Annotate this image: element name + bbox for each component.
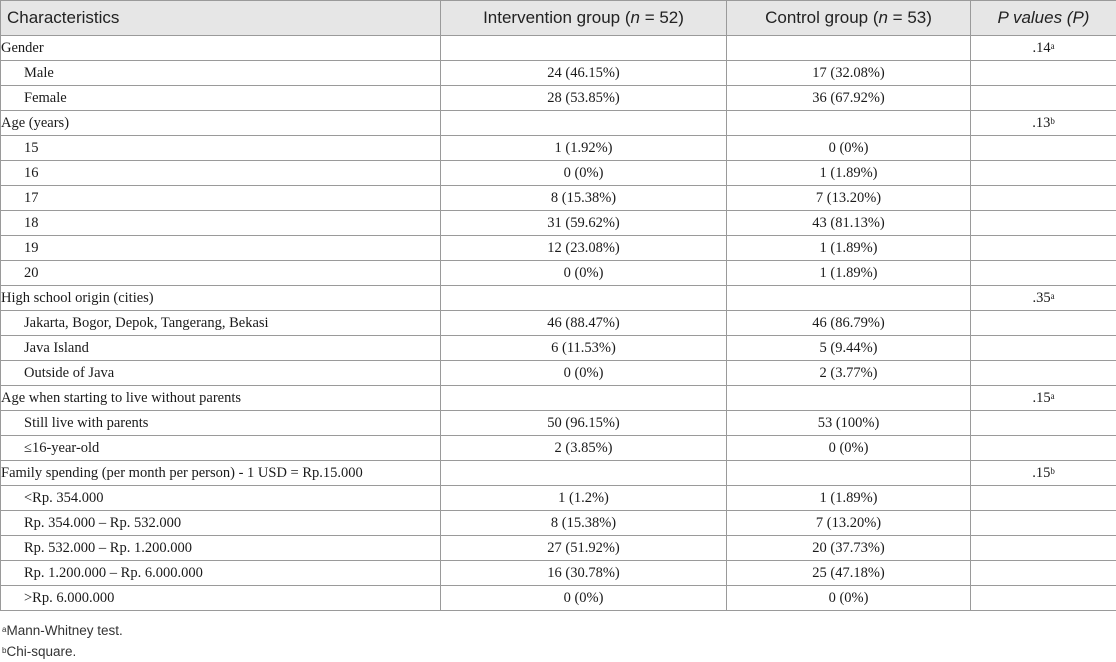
control-value: 0 (0%) <box>727 586 971 611</box>
p-value-cell <box>971 336 1116 361</box>
row-label: 18 <box>1 211 441 236</box>
p-value-footnote-mark: b <box>1050 466 1055 476</box>
intervention-value: 31 (59.62%) <box>441 211 727 236</box>
table-row <box>1 511 1116 536</box>
control-value <box>727 386 971 411</box>
header-intervention-prefix: Intervention group ( <box>483 8 630 27</box>
p-value: .14 <box>1032 40 1050 56</box>
table-row <box>1 161 1116 186</box>
control-value: 36 (67.92%) <box>727 86 971 111</box>
header-control-group <box>727 1 971 36</box>
control-value: 17 (32.08%) <box>727 61 971 86</box>
control-value: 0 (0%) <box>727 436 971 461</box>
intervention-value <box>441 386 727 411</box>
row-label: Rp. 354.000 – Rp. 532.000 <box>1 511 441 536</box>
control-value <box>727 461 971 486</box>
control-value: 7 (13.20%) <box>727 186 971 211</box>
p-value-cell <box>971 511 1116 536</box>
p-value-cell <box>971 411 1116 436</box>
table-row <box>1 211 1116 236</box>
row-label: <Rp. 354.000 <box>1 486 441 511</box>
header-intervention-group <box>441 1 727 36</box>
p-value-cell <box>971 536 1116 561</box>
table-body <box>1 36 1116 611</box>
footnote-b-mark: b <box>2 646 6 655</box>
header-characteristics <box>1 1 441 36</box>
p-value-cell <box>971 236 1116 261</box>
p-value-cell <box>971 461 1116 486</box>
intervention-value: 6 (11.53%) <box>441 336 727 361</box>
p-value-footnote-mark: a <box>1051 391 1055 401</box>
control-value: 43 (81.13%) <box>727 211 971 236</box>
control-value: 46 (86.79%) <box>727 311 971 336</box>
control-value: 2 (3.77%) <box>727 361 971 386</box>
p-value: .13 <box>1032 115 1050 131</box>
p-value-footnote-mark: a <box>1051 291 1055 301</box>
p-value-cell <box>971 561 1116 586</box>
control-value: 20 (37.73%) <box>727 536 971 561</box>
p-value-cell <box>971 86 1116 111</box>
p-value-cell <box>971 436 1116 461</box>
intervention-value: 50 (96.15%) <box>441 411 727 436</box>
footnotes <box>2 620 123 662</box>
p-value-cell <box>971 136 1116 161</box>
header-p-values-text: P values (P) <box>998 8 1090 27</box>
table-row <box>1 261 1116 286</box>
intervention-value: 2 (3.85%) <box>441 436 727 461</box>
header-control-prefix: Control group ( <box>765 8 878 27</box>
p-value-cell <box>971 361 1116 386</box>
p-value: .15 <box>1032 390 1050 406</box>
header-control-n: n <box>878 8 887 27</box>
row-label: 17 <box>1 186 441 211</box>
intervention-value: 0 (0%) <box>441 161 727 186</box>
row-label: Java Island <box>1 336 441 361</box>
p-value-cell <box>971 261 1116 286</box>
control-value: 0 (0%) <box>727 136 971 161</box>
header-row <box>1 1 1116 36</box>
control-value: 53 (100%) <box>727 411 971 436</box>
footnote-b-text: Chi-square. <box>6 644 76 659</box>
p-value-cell <box>971 161 1116 186</box>
table-row <box>1 561 1116 586</box>
p-value-footnote-mark: a <box>1051 41 1055 51</box>
intervention-value: 16 (30.78%) <box>441 561 727 586</box>
control-value <box>727 286 971 311</box>
p-value-cell <box>971 111 1116 136</box>
footnote-b <box>2 641 123 662</box>
table-group-row <box>1 461 1116 486</box>
row-label: 16 <box>1 161 441 186</box>
table-header <box>1 1 1116 36</box>
row-label: Rp. 1.200.000 – Rp. 6.000.000 <box>1 561 441 586</box>
table-group-row <box>1 386 1116 411</box>
intervention-value: 0 (0%) <box>441 361 727 386</box>
header-intervention-n: n <box>631 8 640 27</box>
intervention-value <box>441 461 727 486</box>
intervention-value: 12 (23.08%) <box>441 236 727 261</box>
p-value-cell <box>971 586 1116 611</box>
intervention-value: 1 (1.92%) <box>441 136 727 161</box>
intervention-value: 0 (0%) <box>441 261 727 286</box>
p-value-cell <box>971 386 1116 411</box>
p-value: .35 <box>1032 290 1050 306</box>
intervention-value: 46 (88.47%) <box>441 311 727 336</box>
row-label: Age when starting to live without parents <box>1 386 441 411</box>
p-value-cell <box>971 286 1116 311</box>
p-value-cell <box>971 211 1116 236</box>
table-row <box>1 236 1116 261</box>
row-label: Family spending (per month per person) - 1 USD = Rp.15.000 <box>1 461 441 486</box>
table-row <box>1 486 1116 511</box>
row-label: >Rp. 6.000.000 <box>1 586 441 611</box>
footnote-a-text: Mann-Whitney test. <box>6 623 122 638</box>
table-group-row <box>1 111 1116 136</box>
row-label: High school origin (cities) <box>1 286 441 311</box>
header-p-values <box>971 1 1116 36</box>
intervention-value: 28 (53.85%) <box>441 86 727 111</box>
table-group-row <box>1 36 1116 61</box>
control-value: 7 (13.20%) <box>727 511 971 536</box>
intervention-value <box>441 286 727 311</box>
p-value-cell <box>971 61 1116 86</box>
intervention-value <box>441 111 727 136</box>
intervention-value: 8 (15.38%) <box>441 186 727 211</box>
p-value-cell <box>971 486 1116 511</box>
intervention-value: 1 (1.2%) <box>441 486 727 511</box>
row-label: Gender <box>1 36 441 61</box>
p-value-cell <box>971 311 1116 336</box>
row-label: Age (years) <box>1 111 441 136</box>
control-value <box>727 36 971 61</box>
table-row <box>1 361 1116 386</box>
table-row <box>1 336 1116 361</box>
footnote-a <box>2 620 123 641</box>
control-value: 1 (1.89%) <box>727 486 971 511</box>
row-label: Outside of Java <box>1 361 441 386</box>
intervention-value: 0 (0%) <box>441 586 727 611</box>
intervention-value: 8 (15.38%) <box>441 511 727 536</box>
intervention-value: 27 (51.92%) <box>441 536 727 561</box>
p-value: .15 <box>1032 465 1050 481</box>
table-row <box>1 536 1116 561</box>
p-value-cell <box>971 36 1116 61</box>
table-row <box>1 411 1116 436</box>
control-value: 1 (1.89%) <box>727 161 971 186</box>
p-value-footnote-mark: b <box>1050 116 1055 126</box>
table-row <box>1 136 1116 161</box>
row-label: Female <box>1 86 441 111</box>
row-label: 19 <box>1 236 441 261</box>
footnote-a-mark: a <box>2 625 6 634</box>
control-value: 25 (47.18%) <box>727 561 971 586</box>
table-row <box>1 61 1116 86</box>
control-value: 1 (1.89%) <box>727 261 971 286</box>
intervention-value <box>441 36 727 61</box>
header-characteristics-text: Characteristics <box>7 8 119 27</box>
table-row <box>1 186 1116 211</box>
row-label: 15 <box>1 136 441 161</box>
control-value: 5 (9.44%) <box>727 336 971 361</box>
row-label: 20 <box>1 261 441 286</box>
table-row <box>1 311 1116 336</box>
p-value-cell <box>971 186 1116 211</box>
row-label: Still live with parents <box>1 411 441 436</box>
row-label: Rp. 532.000 – Rp. 1.200.000 <box>1 536 441 561</box>
control-value: 1 (1.89%) <box>727 236 971 261</box>
table-row <box>1 586 1116 611</box>
control-value <box>727 111 971 136</box>
row-label: Male <box>1 61 441 86</box>
table-row <box>1 436 1116 461</box>
intervention-value: 24 (46.15%) <box>441 61 727 86</box>
row-label: Jakarta, Bogor, Depok, Tangerang, Bekasi <box>1 311 441 336</box>
row-label: ≤16-year-old <box>1 436 441 461</box>
header-control-suffix: = 53) <box>888 8 932 27</box>
header-intervention-suffix: = 52) <box>640 8 684 27</box>
table-row <box>1 86 1116 111</box>
table-group-row <box>1 286 1116 311</box>
